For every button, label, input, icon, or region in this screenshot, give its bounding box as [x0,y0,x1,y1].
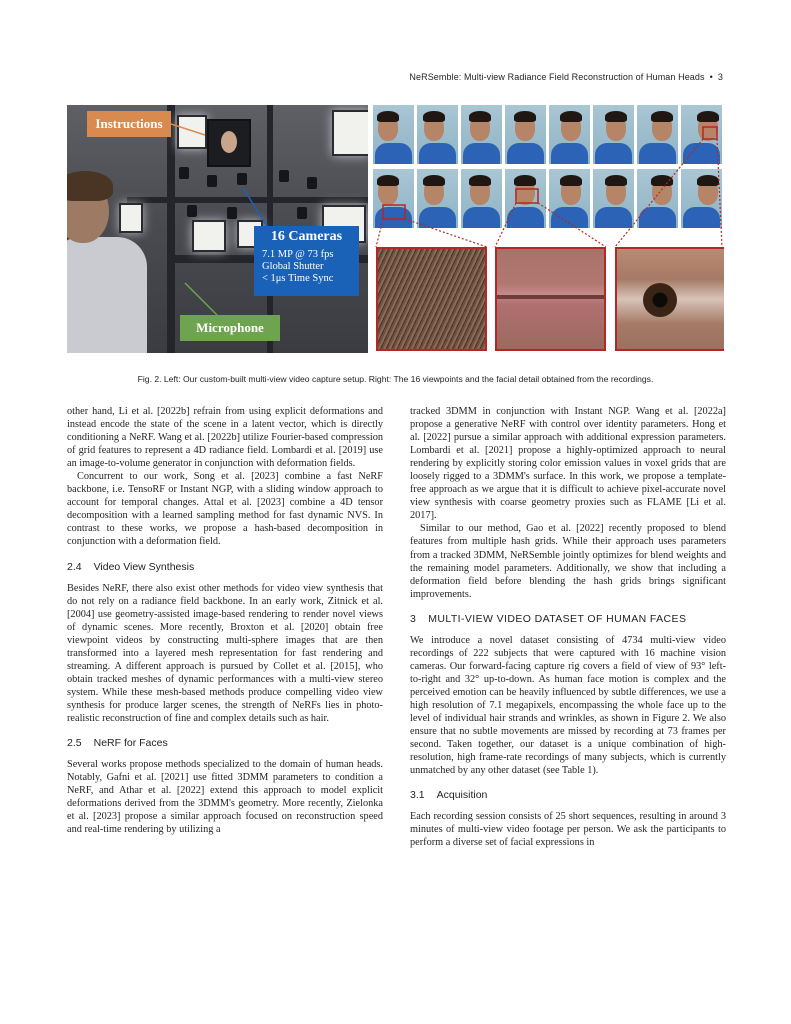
zoom-line [717,139,722,247]
paragraph: Each recording session consists of 25 short sequences, resulting in around 3 minutes of multi-view video footage per person. We ask the participants to perform a diverse set of facial expressions in [410,811,726,849]
figure-2 [67,105,724,353]
zoom-line [615,139,703,247]
cameras-label [254,226,359,296]
running-header [409,72,723,82]
section-title: Acquisition [436,789,488,802]
instructions-label: Instructions [87,111,171,137]
paragraph: other hand, Li et al. [2022b] refrain from using explicit deformations and instead encode the state of the scene in a latent vector, which is directly conditioning a NeRF. Wang et al. [2022b] utilize Fourier-based compression of grid features to represent a 4D radiance field. Lombardi et al. [2019] use an image-to-volume generator in conjunction with deformation fields. [67,406,383,470]
section-number: 2.4 [67,560,82,573]
section-heading-2-4 [67,561,383,574]
section-heading-3 [410,613,726,626]
microphone-label: Microphone [180,315,280,341]
section-title: MULTI-VIEW VIDEO DATASET OF HUMAN FACES [428,612,687,625]
mouth-line [497,295,604,299]
section-number: 2.5 [67,737,82,750]
paragraph: Several works propose methods specialized to the domain of human heads. Notably, Gafni et al. [2021] use fitted 3DMM parameters to condition a NeRF, and Athar et al. [2022] extend this approach to model explicit deformations derived from the 3DMM's geometry. More recently, Zielonka et al. [2023] propose a similar approach focused on reconstruction speed and real-time rendering by utilizing a [67,759,383,836]
section-number: 3.1 [410,789,425,802]
zoom-box-lips [516,189,538,203]
paragraph: tracked 3DMM in conjunction with Instant NGP. Wang et al. [2022a] propose a generative NeRF with control over identity parameters. Hong et al. [2022] pursue a similar approach with additional expression parameters. Lombardi et al. [2021] propose a highly-optimized approach to neural rendering by explicitly storing color emission values in voxel grids that are loosely rigged to a 3DMM's surface. In this work, we propose a template-free approach as we argue that it is difficult to achieve pixel-accurate novel view synthesis with coarse geometry proxies such as FLAME [Li et al. 2017]. [410,406,726,522]
beard-detail-crop [376,247,487,351]
lips-detail-crop [495,247,606,351]
paragraph: Besides NeRF, there also exist other methods for video view synthesis that do not rely on a radiance field backbone. In an early work, Zitnick et al. [2004] use geometry-assisted image-based rendering to render novel views of dynamic scenes. More recently, Broxton et al. [2020] obtain free viewpoint videos by constructing multi-sphere images that are then transformed into a layered mesh representation for fast rendering and streaming. A different approach is pursued by Collet et al. [2015], who obtain tracked meshes of dynamic performances with a multi-view stereo system. While these mesh-based methods produce compelling video view synthesis for produce larger scenes, the strength of NeRFs lies in photo-realistic reconstruction of fine and complex details such as hair. [67,582,383,725]
section-number: 3 [410,612,417,625]
cameras-connector [243,188,267,226]
zoom-line [376,219,383,247]
section-title: NeRF for Faces [93,737,168,750]
zoom-line [538,203,606,247]
paragraph: We introduce a novel dataset consisting of 4734 multi-view video recordings of 222 subjects that were captured with 16 machine vision cameras. Our forward-facing capture rig covers a field of view of 93° left-to-right and 32° up-to-down. As human face motion is complex and the perceived emotion can be heavily influenced by subtle differences, we use a high resolution of 7.1 megapixels, encompassing the whole face up to the level of individual hair strands and wrinkles, as shown in Figure 2. We also ensure that no subtle movements are missed by recording at 73 frames per second. Taken together, our dataset is a unique combination of high-resolution, high frame-rate recordings of many subjects, which is currently unmatched by any other dataset (see Table 1). [410,634,726,777]
section-title: Video View Synthesis [93,560,195,573]
zoom-box-beard [383,205,405,219]
cameras-spec-resolution: 7.1 MP @ 73 fps [262,249,334,260]
paragraph: Similar to our method, Gao et al. [2022] recently proposed to blend features from multiple hash grids. While their approach uses parameters from a tracked 3DMM, NeRSemble jointly optimizes for blend weights and the remaining model parameters. Additionally, we show that including a deformation field before blending the hash grids brings significant improvements. [410,523,726,600]
viewpoints-panel [373,105,724,353]
right-column [410,405,726,849]
cameras-spec-shutter: Global Shutter [262,261,324,272]
running-title: NeRSemble: Multi-view Radiance Field Reconstruction of Human Heads [409,72,705,82]
header-bullet: • [709,72,713,82]
iris [643,283,677,317]
figure-caption: Fig. 2. Left: Our custom-built multi-view video capture setup. Right: The 16 viewpoints and the facial detail obtained from the recordings. [137,374,654,384]
capture-setup-photo [67,105,368,353]
zoom-line [495,203,516,247]
page-number: 3 [717,72,723,82]
paragraph: Concurrent to our work, Song et al. [2023] combine a fast NeRF backbone, i.e. TensoRF or Instant NGP, with a sliding window approach to account for temporal changes. Attal et al. [2023] combine a 4D tensor decomposition with a learned sampling method for fast dynamic NVS. In contrast to these works, we propose a hash-based decomposition in conjunction with a deformation field. [67,471,383,548]
eye-detail-crop [615,247,724,351]
section-heading-2-5 [67,737,383,750]
instructions-connector [171,124,205,135]
cameras-title: 16 Cameras [270,229,343,244]
zoom-box-eye [703,127,717,139]
microphone-connector [185,283,217,315]
zoom-line [405,219,487,247]
section-heading-3-1 [410,789,726,802]
cameras-spec-sync: < 1μs Time Sync [262,273,334,284]
left-column [67,405,383,836]
